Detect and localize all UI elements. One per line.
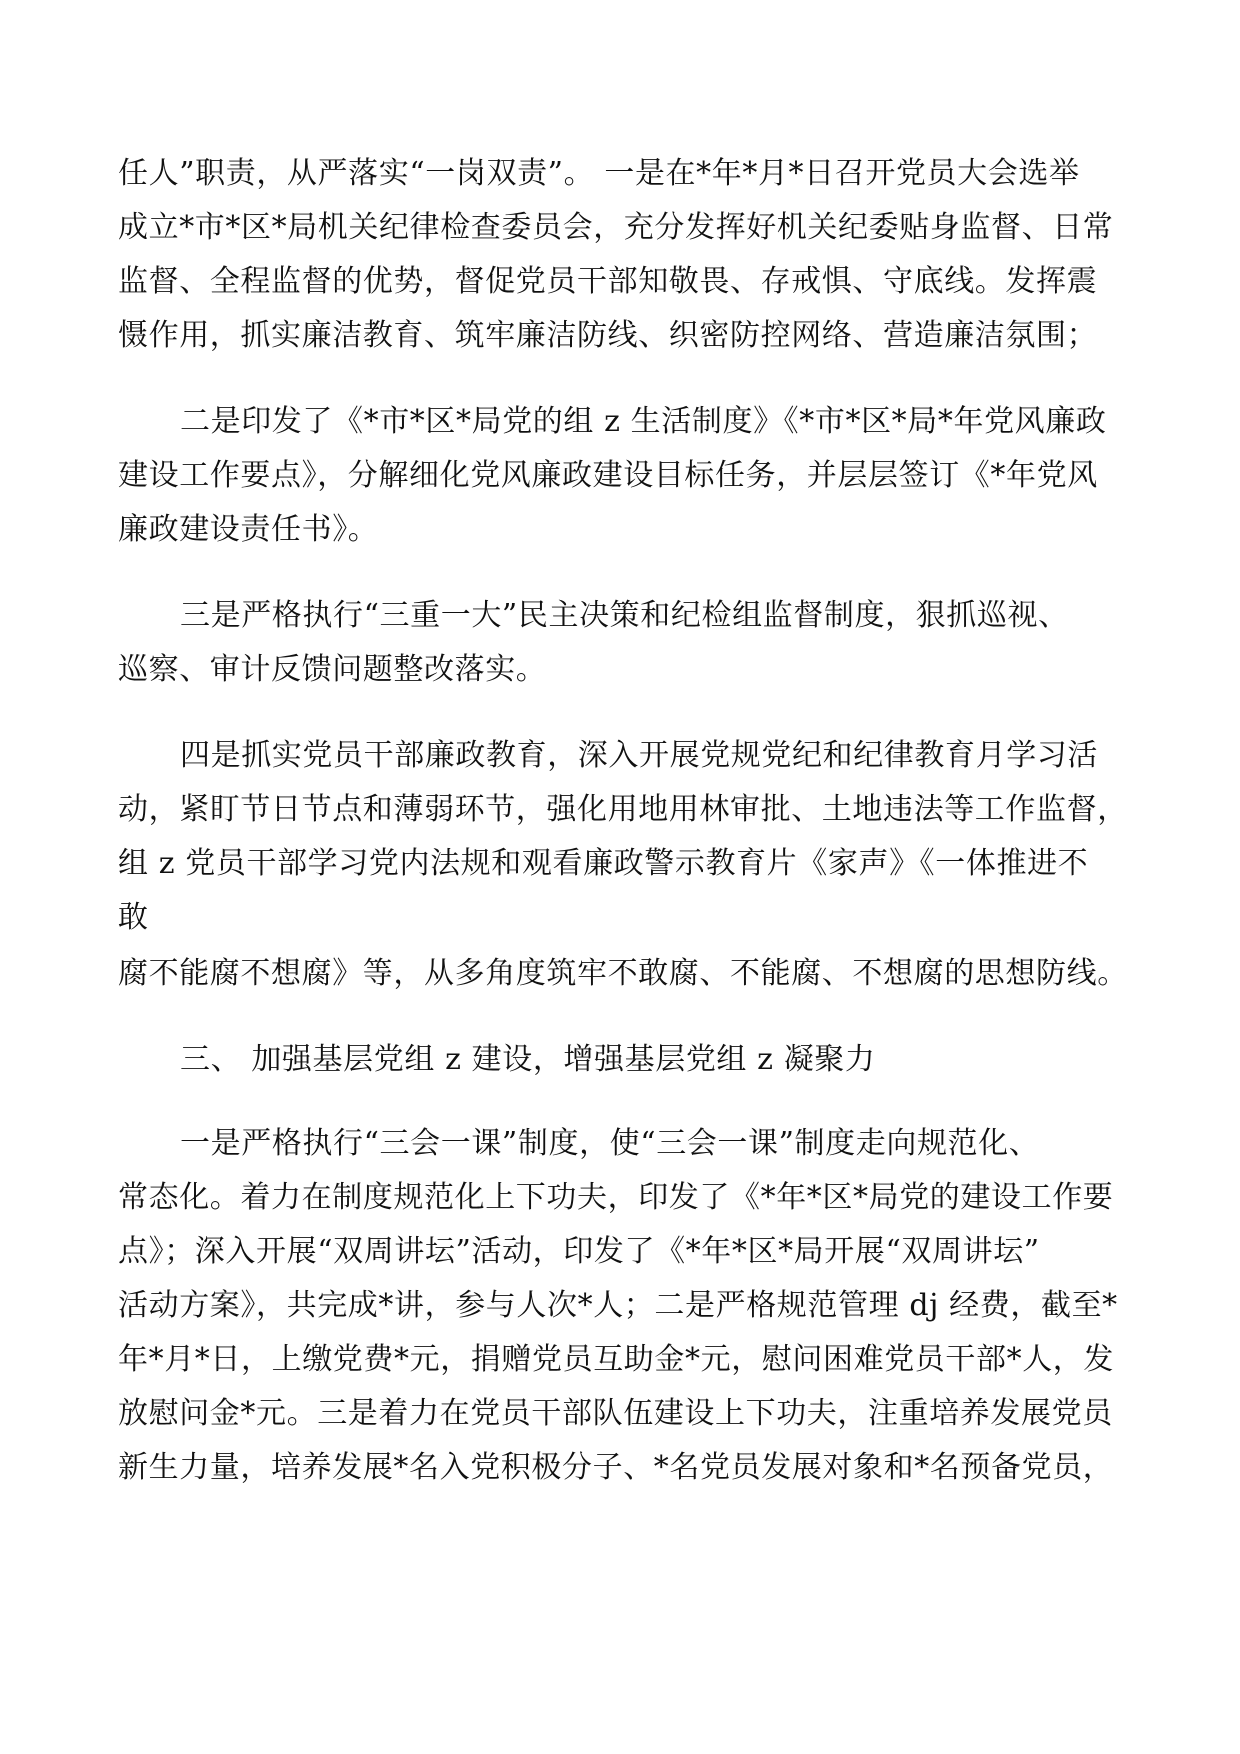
text-line: 放慰问金*元。三是着力在党员干部队伍建设上下功夫，注重培养发展党员 — [118, 1396, 1113, 1431]
text-line: 慑作用，抓实廉洁教育、筑牢廉洁防线、织密防控网络、营造廉洁氛围； — [118, 318, 1098, 353]
text-line: 组 z 党员干部学习党内法规和观看廉政警示教育片《家声》《一体推进不 — [118, 846, 1089, 881]
text-line: 廉政建设责任书》。 — [118, 512, 379, 547]
text-line: 监督、全程监督的优势，督促党员干部知敬畏、存戒惧、守底线。发挥震 — [118, 264, 1098, 299]
text-line: 常态化。着力在制度规范化上下功夫，印发了《*年*区*局党的建设工作要 — [118, 1180, 1114, 1215]
text-line: 活动方案》，共完成*讲，参与人次*人；二是严格规范管理 dj 经费，截至* — [118, 1288, 1118, 1323]
text-line: 新生力量，培养发展*名入党积极分子、*名党员发展对象和*名预备党员， — [118, 1450, 1114, 1485]
text-line: 成立*市*区*局机关纪律检查委员会，充分发挥好机关纪委贴身监督、日常 — [118, 210, 1114, 245]
text-line: 任人”职责，从严落实“一岗双责”。 一是在*年*月*日召开党员大会选举 — [118, 156, 1080, 191]
section-heading: 三、 加强基层党组 z 建设，增强基层党组 z 凝聚力 — [180, 1042, 876, 1077]
text-line: 动，紧盯节日节点和薄弱环节，强化用地用林审批、土地违法等工作监督， — [118, 792, 1128, 827]
text-line: 三是严格执行“三重一大”民主决策和纪检组监督制度，狠抓巡视、 — [180, 598, 1069, 633]
text-line: 敢 — [118, 900, 149, 935]
text-line: 腐不能腐不想腐》等，从多角度筑牢不敢腐、不能腐、不想腐的思想防线。 — [118, 956, 1128, 991]
text-line: 年*月*日，上缴党费*元，捐赠党员互助金*元，慰问困难党员干部*人，发 — [118, 1342, 1114, 1377]
text-line: 点》；深入开展“双周讲坛”活动，印发了《*年*区*局开展“双周讲坛” — [118, 1234, 1040, 1269]
text-line: 一是严格执行“三会一课”制度，使“三会一课”制度走向规范化、 — [180, 1126, 1040, 1161]
text-line: 二是印发了《*市*区*局党的组 z 生活制度》《*市*区*局*年党风廉政 — [180, 404, 1107, 439]
text-line: 四是抓实党员干部廉政教育，深入开展党规党纪和纪律教育月学习活 — [180, 738, 1098, 773]
text-line: 建设工作要点》，分解细化党风廉政建设目标任务，并层层签订《*年党风 — [118, 458, 1098, 493]
text-line: 巡察、审计反馈问题整改落实。 — [118, 652, 547, 687]
